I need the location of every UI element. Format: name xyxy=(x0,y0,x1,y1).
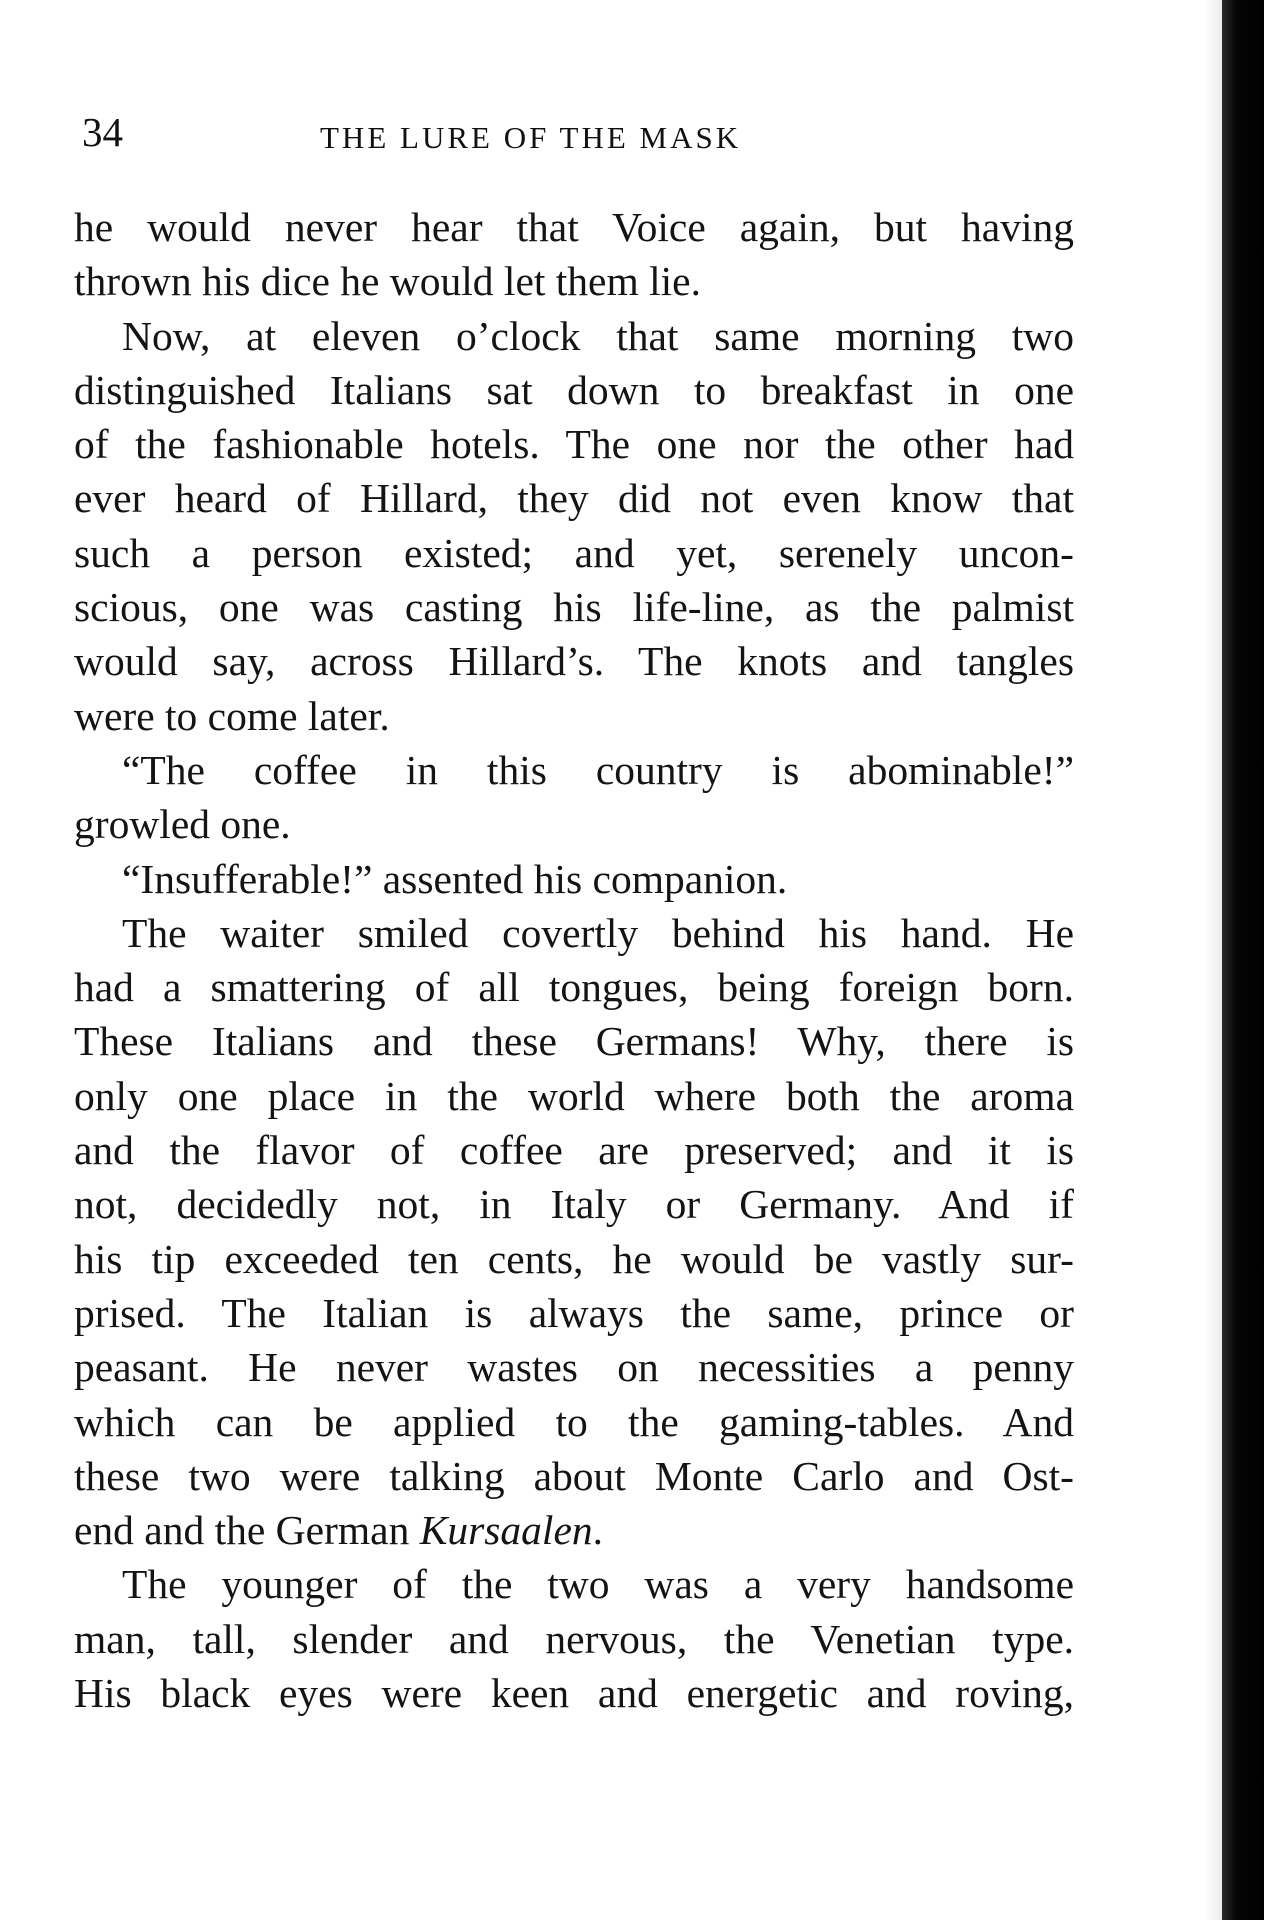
text-line-roman: end and the German xyxy=(74,1507,420,1554)
text-line: of the fashionable hotels. The one nor the other had xyxy=(74,421,1074,468)
page-number: 34 xyxy=(82,109,123,155)
text-line: distinguished Italians sat down to breakfast in one xyxy=(74,366,1074,413)
text-line: he would never hear that Voice again, but having xyxy=(74,204,1074,250)
text-line: only one place in the world where both the aroma xyxy=(74,1072,1074,1119)
text-line: Now, at eleven o’clock that same morning two xyxy=(122,312,1074,359)
text-line: not, decidedly not, in Italy or Germany. And if xyxy=(74,1181,1074,1228)
text-line-punct: . xyxy=(592,1507,604,1554)
text-line: These Italians and these Germans! Why, there is xyxy=(74,1018,1074,1065)
text-line: his tip exceeded ten cents, he would be vastly sur- xyxy=(74,1235,1074,1282)
text-line: these two were talking about Monte Carlo and Ost- xyxy=(74,1452,1074,1499)
text-line: peasant. He never wastes on necessities a penny xyxy=(74,1344,1074,1391)
text-line: ever heard of Hillard, they did not even know that xyxy=(74,475,1074,522)
text-line: “The coffee in this country is abominable!” xyxy=(122,746,1074,793)
text-line: which can be applied to the gaming-tables. And xyxy=(74,1398,1074,1445)
text-line: His black eyes were keen and energetic and roving, xyxy=(74,1670,1074,1717)
text-line: thrown his dice he would let them lie. xyxy=(74,258,701,305)
text-line: The waiter smiled covertly behind his hand. He xyxy=(122,909,1074,956)
italic-word: Kursaalen xyxy=(419,1507,593,1554)
text-line: man, tall, slender and nervous, the Venetian type. xyxy=(74,1615,1074,1662)
text-line: were to come later. xyxy=(74,692,390,739)
text-line: and the flavor of coffee are preserved; and it is xyxy=(74,1127,1074,1174)
text-line: had a smattering of all tongues, being foreign born. xyxy=(74,964,1074,1011)
running-title: THE LURE OF THE MASK xyxy=(320,120,742,155)
text-line: would say, across Hillard’s. The knots and tangles xyxy=(74,638,1074,685)
text-line: such a person existed; and yet, serenely uncon- xyxy=(74,529,1074,576)
text-line xyxy=(74,1503,1074,1557)
binding-shadow xyxy=(1205,0,1222,1920)
text-line: The younger of the two was a very handsome xyxy=(122,1561,1074,1608)
binding-edge xyxy=(1222,0,1264,1920)
text-line: growled one. xyxy=(74,801,291,848)
body-text xyxy=(74,200,1074,1720)
text-line: scious, one was casting his life-line, as the palmist xyxy=(74,584,1074,631)
text-line: prised. The Italian is always the same, prince or xyxy=(74,1289,1074,1336)
text-line: “Insufferable!” assented his companion. xyxy=(122,855,788,902)
